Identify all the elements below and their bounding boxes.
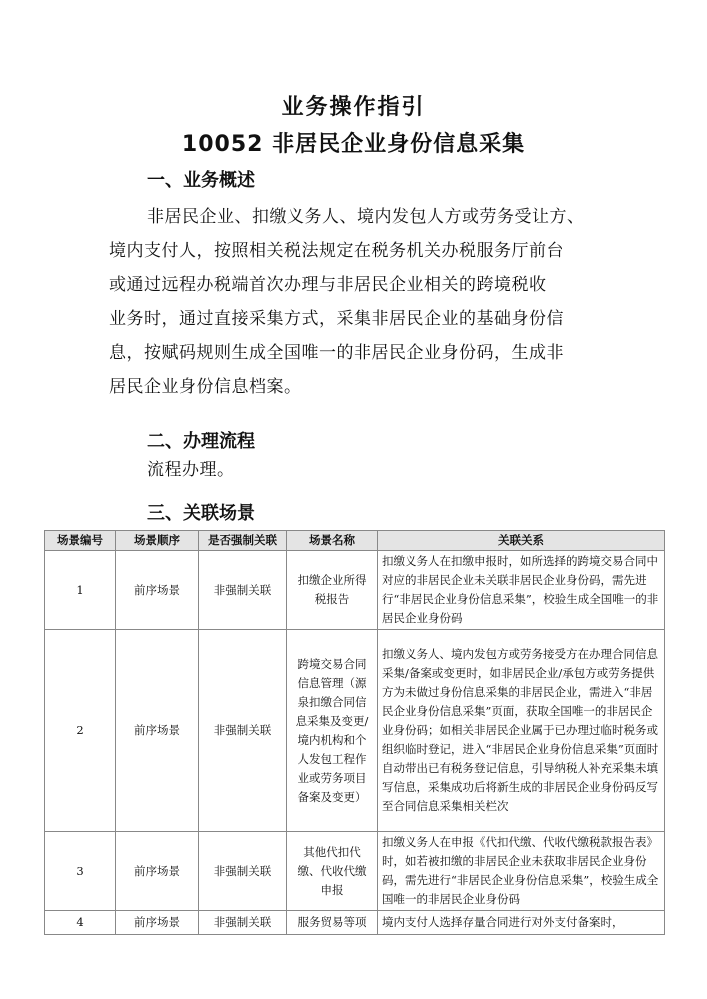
overview-line: 境内支付人，按照相关税法规定在税务机关办税服务厅前台: [109, 241, 564, 261]
cell-scene-order: 前序场景: [116, 551, 199, 630]
cell-scene-name: 其他代扣代缴、代收代缴申报: [287, 832, 378, 911]
cell-scene-no: 2: [45, 630, 116, 832]
cell-scene-name: 扣缴企业所得税报告: [287, 551, 378, 630]
cell-relation: 扣缴义务人、境内发包方或劳务接受方在办理合同信息采集/备案或变更时，如非居民企业/承包方或劳务提供方为未做过身份信息采集的非居民企业，需进入“非居民企业身份信息采集”页面，获取全国唯一的非居民企业身份码；如相关非居民企业属于已办理过临时税务或组织临时登记，进入“非居民企业身份信息采集”页面时自动带出已有税务登记信息，引导纳税人补充采集未填写信息，采集成功后将新生成的非居民企业身份码反写至合同信息采集相关栏次: [378, 630, 665, 832]
related-scenes-table: [44, 530, 665, 935]
cell-scene-order: 前序场景: [116, 630, 199, 832]
cell-forced: 非强制关联: [199, 551, 287, 630]
section-heading-process: 二、办理流程: [147, 431, 255, 452]
cell-scene-name: 跨境交易合同信息管理（源泉扣缴合同信息采集及变更/境内机构和个人发包工程作业或劳务项目备案及变更）: [287, 630, 378, 832]
overview-line: 业务时，通过直接采集方式，采集非居民企业的基础身份信: [109, 309, 564, 329]
overview-line: 息，按赋码规则生成全国唯一的非居民企业身份码，生成非: [109, 343, 564, 363]
header-scene-name: 场景名称: [287, 531, 378, 551]
document-title: 业务操作指引: [281, 95, 426, 120]
cell-scene-order: 前序场景: [116, 832, 199, 911]
section-heading-overview: 一、业务概述: [147, 170, 255, 191]
table-header-row: [45, 531, 665, 551]
table-row: [45, 832, 665, 911]
header-scene-order: 场景顺序: [116, 531, 199, 551]
cell-relation: 扣缴义务人在申报《代扣代缴、代收代缴税款报告表》时，如若被扣缴的非居民企业未获取非居民企业身份码，需先进行“非居民企业身份信息采集”，校验生成全国唯一的非居民企业身份码: [378, 832, 665, 911]
cell-forced: 非强制关联: [199, 630, 287, 832]
header-relation: 关联关系: [378, 531, 665, 551]
header-scene-no: 场景编号: [45, 531, 116, 551]
cell-forced: 非强制关联: [199, 911, 287, 935]
overview-line: 居民企业身份信息档案。: [109, 377, 302, 397]
overview-line: 非居民企业、扣缴义务人、境内发包人方或劳务受让方、: [147, 207, 585, 227]
table-row: [45, 551, 665, 630]
process-paragraph: 流程办理。: [147, 460, 235, 480]
overview-line: 或通过远程办税端首次办理与非居民企业相关的跨境税收: [109, 275, 547, 295]
cell-scene-no: 3: [45, 832, 116, 911]
header-forced: 是否强制关联: [199, 531, 287, 551]
section-heading-scenes: 三、关联场景: [147, 503, 255, 524]
cell-relation: 扣缴义务人在扣缴申报时，如所选择的跨境交易合同中对应的非居民企业未关联非居民企业身份码，需先进行“非居民企业身份信息采集”，校验生成全国唯一的非居民企业身份码: [378, 551, 665, 630]
cell-scene-no: 4: [45, 911, 116, 935]
cell-scene-order: 前序场景: [116, 911, 199, 935]
overview-paragraph: [109, 200, 609, 404]
cell-scene-name: 服务贸易等项: [287, 911, 378, 935]
table-row: [45, 911, 665, 935]
document-subtitle: 10052 非居民企业身份信息采集: [181, 132, 526, 157]
cell-scene-no: 1: [45, 551, 116, 630]
table-row: [45, 630, 665, 832]
cell-forced: 非强制关联: [199, 832, 287, 911]
cell-relation: 境内支付人选择存量合同进行对外支付备案时，: [378, 911, 665, 935]
